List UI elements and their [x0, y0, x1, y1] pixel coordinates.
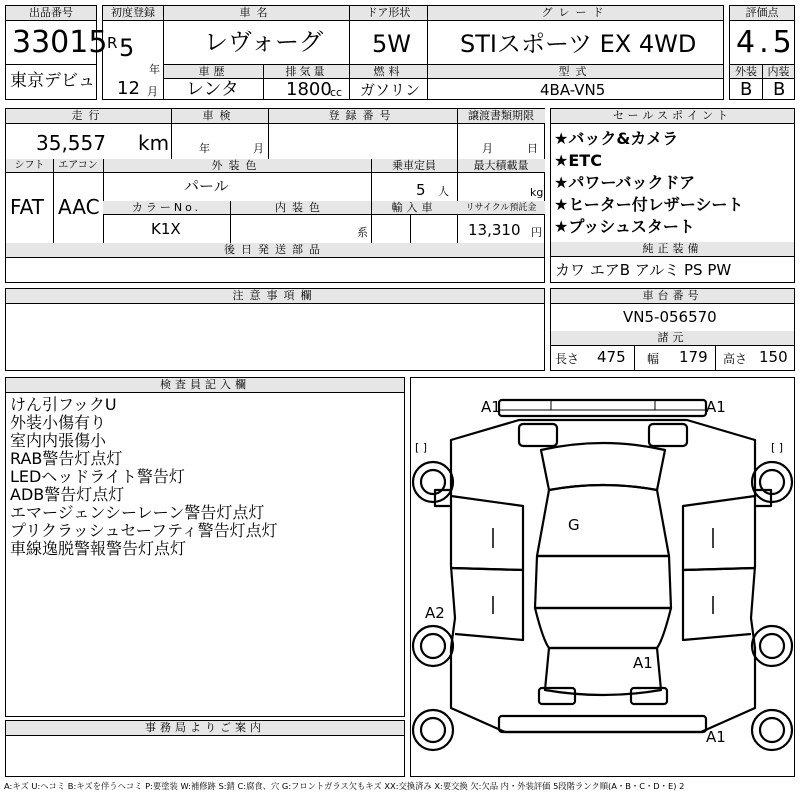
- inspector-list: [10, 396, 278, 558]
- equipment: カワ エアB アルミ PS PW: [555, 261, 732, 279]
- selling-points-list: [554, 128, 743, 238]
- selling-point-item: ★ETC: [554, 151, 602, 170]
- int-grade-label: 内装: [763, 65, 794, 79]
- recycle-unit: 円: [531, 226, 542, 239]
- capacity-label: 乗車定員: [371, 159, 457, 173]
- inspector-item: RAB警告灯点灯: [10, 449, 123, 468]
- length: 475: [597, 348, 626, 366]
- lot-cell: [5, 5, 108, 65]
- lot-number: 33015: [12, 25, 108, 60]
- int-color-unit: 系: [357, 226, 368, 239]
- door-cell: [349, 5, 428, 65]
- inspector-item: ADB警告灯点灯: [10, 485, 125, 504]
- era-year: 5: [119, 34, 135, 62]
- office-panel: [5, 720, 405, 777]
- history-label: 車歴: [164, 65, 263, 79]
- ext-color: パール: [184, 177, 229, 195]
- doc-month-unit: 月: [482, 142, 493, 155]
- height-label: 高さ: [723, 352, 748, 366]
- inspector-item: けん引フックU: [10, 395, 117, 414]
- selling-point-item: ★ヒーター付レザーシート: [554, 195, 744, 214]
- width-label: 幅: [647, 352, 660, 366]
- inspector-item: LEDヘッドライト警告灯: [10, 467, 185, 486]
- inspection-month-unit: 月: [253, 142, 264, 155]
- car-diagram-panel: [410, 377, 795, 777]
- color-no-label: カラーNo.: [103, 201, 230, 215]
- reg-no-label: 登録番号: [268, 109, 457, 124]
- inspector-item: 室内内張傷小: [10, 431, 107, 450]
- dimensions-label: 諸元: [551, 331, 794, 346]
- int-grade-cell: [762, 64, 795, 100]
- load-unit: kg: [530, 186, 544, 199]
- fuel-label: 燃料: [350, 65, 427, 79]
- venue-cell: [5, 64, 97, 100]
- recycle: 13,310: [468, 221, 521, 239]
- shift: FAT: [10, 195, 45, 219]
- width: 179: [679, 348, 708, 366]
- first-reg-month: 12: [117, 78, 140, 99]
- chassis-label: 車台番号: [551, 289, 794, 304]
- score-cell: [729, 5, 795, 65]
- door-type: 5W: [372, 30, 411, 58]
- legend-footer: A:キズ U:ヘコミ B:キズを伴うヘコミ P:要塗装 W:補修跡 S:錆 C:腐食、穴 G:フロントガラス欠もキズ XX:交換済み X:要交換 欠:欠品 内・外装評価 5段階ランク順(A・B・C・D・E) 2: [4, 781, 685, 791]
- int-grade: B: [773, 79, 786, 100]
- displacement-label: 排気量: [264, 65, 349, 79]
- model-cell: [427, 64, 724, 100]
- ext-grade-cell: [729, 64, 763, 100]
- inspection-label: 車検: [171, 109, 268, 124]
- selling-point-item: ★バック&カメラ: [554, 129, 679, 148]
- lot-label: 出品番号: [6, 6, 96, 21]
- history: レンタ: [186, 79, 239, 100]
- bracket-right: [ ]: [771, 441, 784, 454]
- equipment-label: 純正装備: [551, 242, 794, 257]
- inspector-panel: [5, 377, 405, 717]
- doc-label: 譲渡書類期限: [457, 109, 545, 124]
- damage-mark: G: [568, 516, 580, 534]
- later-parts-label: 後日発送部品: [6, 243, 544, 258]
- mileage-unit: km: [138, 131, 170, 155]
- capacity: 5: [416, 181, 426, 199]
- length-label: 長さ: [555, 352, 580, 366]
- fuel: ガソリン: [360, 81, 421, 99]
- ext-grade-label: 外装: [730, 65, 762, 79]
- height: 150: [759, 348, 788, 366]
- model: 4BA-VN5: [540, 81, 606, 99]
- displacement: 1800: [286, 79, 332, 100]
- displacement-cell: [263, 64, 350, 100]
- inspector-item: 外装小傷有り: [10, 413, 107, 432]
- notes-label: 注意事項欄: [6, 289, 544, 304]
- selling-point-item: ★プッシュスタート: [554, 217, 695, 236]
- capacity-unit: 人: [438, 185, 449, 198]
- first-reg-label: 初度登録: [103, 6, 163, 21]
- inspector-item: プリクラッシュセーフティ警告灯点灯: [10, 521, 278, 540]
- ext-color-label: 外装色: [103, 159, 371, 173]
- car-name: レヴォーグ: [204, 28, 324, 56]
- first-reg-cell: [102, 5, 164, 100]
- fuel-cell: [349, 64, 428, 100]
- grade-label: グレード: [428, 6, 723, 21]
- car-name-cell: [163, 5, 350, 65]
- selling-points-panel: [550, 108, 795, 283]
- office-label: 事務局よりご案内: [6, 721, 404, 736]
- car-diagram: [411, 378, 794, 776]
- door-label: ドア形状: [350, 6, 427, 21]
- notes-panel: [5, 288, 545, 371]
- damage-mark: A1: [633, 654, 653, 672]
- inspector-label: 検査員記入欄: [6, 378, 404, 393]
- score-label: 評価点: [730, 6, 794, 21]
- venue: 東京デビュ: [10, 71, 95, 91]
- chassis-number: VN5-056570: [623, 308, 717, 326]
- grade-cell: [427, 5, 724, 65]
- model-label: 型式: [428, 65, 723, 79]
- bracket-left: [ ]: [415, 441, 428, 454]
- history-cell: [163, 64, 264, 100]
- grade: STIスポーツ EX 4WD: [460, 30, 697, 58]
- ac: AAC: [58, 195, 100, 219]
- year-unit: 年: [149, 63, 160, 76]
- damage-mark: A2: [425, 604, 445, 622]
- color-no: K1X: [151, 220, 181, 238]
- load-label: 最大積載量: [457, 159, 545, 173]
- inspector-item: 車線逸脱警報警告灯点灯: [10, 539, 187, 558]
- ext-grade: B: [740, 79, 753, 100]
- damage-mark: A1: [706, 728, 726, 746]
- recycle-label: リサイクル預託金: [457, 201, 545, 215]
- selling-point-item: ★パワーバックドア: [554, 173, 696, 192]
- inspector-item: エマージェンシーレーン警告灯点灯: [10, 503, 265, 522]
- selling-points-label: セールスポイント: [551, 109, 794, 124]
- spec-table: [5, 108, 545, 283]
- era-prefix: R: [107, 34, 118, 52]
- doc-day-unit: 日: [527, 142, 538, 155]
- month-unit: 月: [147, 85, 158, 98]
- damage-mark: A1: [706, 398, 726, 416]
- damage-mark: A1: [481, 398, 501, 416]
- chassis-panel: [550, 288, 795, 371]
- mileage-label: 走行: [6, 109, 171, 124]
- car-name-label: 車名: [164, 6, 349, 21]
- score: 4.5: [736, 25, 796, 60]
- int-color-label: 内装色: [230, 201, 371, 215]
- ac-label: エアコン: [53, 159, 103, 173]
- mileage: 35,557: [36, 131, 106, 155]
- shift-label: シフト: [6, 159, 53, 173]
- displacement-unit: cc: [330, 86, 343, 99]
- import-label: 輸入車: [371, 201, 457, 215]
- inspection-year-unit: 年: [199, 142, 210, 155]
